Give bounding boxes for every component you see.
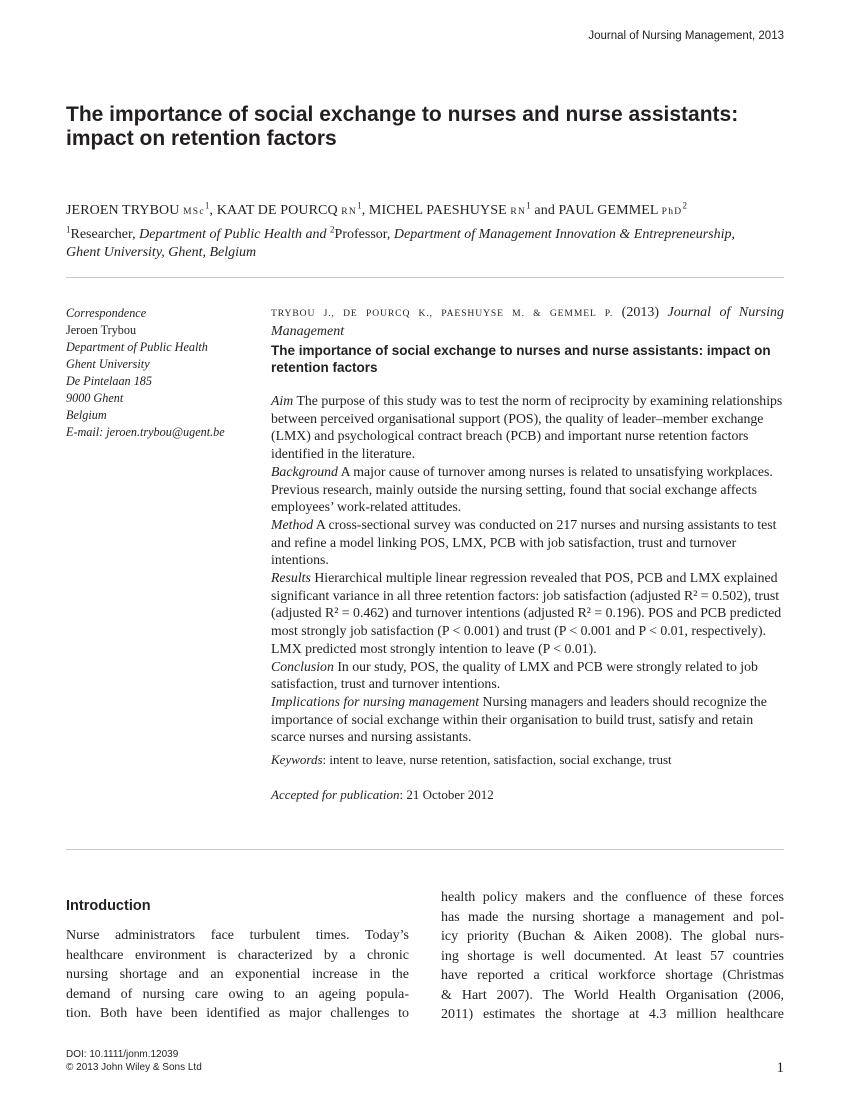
affil-dept-1: Department of Public Health and [139, 227, 331, 242]
abstract-label: Results [271, 570, 311, 586]
text-line: healthcare environment is characterized by a chronic [66, 947, 409, 963]
abstract-title: The importance of social exchange to nurses and nurse assistants: impact on retention factors [271, 343, 771, 375]
divider-bottom [66, 849, 784, 850]
citation-year: (2013) [621, 305, 659, 320]
accepted-date [271, 786, 784, 803]
text-line: demand of nursing care owing to an ageing popula- [66, 986, 409, 1002]
abstract-block [271, 304, 784, 803]
author-separator: , [209, 203, 217, 218]
author-affiliation-marker: 1 [357, 200, 362, 211]
abstract-paragraph [271, 392, 784, 463]
abstract-label: Aim [271, 393, 294, 408]
abstract-body [271, 392, 784, 746]
author-name: MICHEL PAESHUYSE [368, 203, 507, 218]
running-head: Journal of Nursing Management, 2013 [588, 30, 784, 42]
citation-authors: TRYBOU J., DE POURCQ K., PAESHUYSE M. & GEMMEL P. [271, 308, 614, 319]
author-degree: MSc [183, 207, 205, 217]
affil-role-2: Professor, [334, 227, 394, 242]
author-separator: , [361, 203, 369, 218]
doi: DOI: 10.1111/jonm.12039 [66, 1049, 179, 1060]
abstract-text: In our study, POS, the quality of LMX and PCB were strongly related to job satisfaction, trust and turnover intentions. [271, 658, 758, 692]
text-line: & Hart 2007). The World Health Organisation (2006, [441, 987, 784, 1003]
correspondence-block [66, 305, 266, 441]
abstract-paragraph [271, 516, 784, 569]
author-list [66, 202, 796, 221]
correspondence-country: Belgium [66, 408, 107, 422]
author-affiliation-marker: 2 [682, 200, 688, 211]
abstract-paragraph [271, 463, 784, 516]
author-affiliation-marker: 1 [526, 200, 531, 211]
intro-column-right [441, 888, 784, 1025]
affil-marker-1: 1 [66, 224, 71, 235]
text-line: 2011) estimates the shortage at 4.3 million healthcare [441, 1007, 784, 1022]
section-heading-introduction: Introduction [66, 898, 151, 914]
abstract-paragraph [271, 658, 784, 693]
abstract-text: The purpose of this study was to test the norm of reciprocity by examining relationships between perceived organisational support (POS), the quality of leader–member exchange (LMX) and psychological contract breach (PCB) and important nurse retention factors identified in the literature. [271, 393, 783, 462]
author-separator: and [530, 203, 559, 218]
intro-column-left [66, 926, 409, 1024]
affil-dept-2: Department of Management Innovation & Entrepreneurship, Ghent University, Ghent, Belgium [66, 227, 736, 260]
abstract-paragraph [271, 693, 784, 746]
keywords [271, 751, 784, 768]
citation-journal: Journal of Nursing Management [271, 305, 785, 339]
abstract-paragraph [271, 569, 784, 658]
affil-marker-2: 2 [330, 224, 335, 235]
abstract-label: Background [271, 463, 338, 479]
text-line: icy priority (Buchan & Aiken 2008). The global nurs- [441, 929, 784, 944]
correspondence-dept: Department of Public Health [66, 340, 208, 354]
correspondence-university: Ghent University [66, 357, 150, 371]
affil-role-1: Researcher, [70, 227, 140, 242]
page-number: 1 [776, 1060, 784, 1076]
author-name: JEROEN TRYBOU [66, 203, 180, 218]
abstract-text: Nursing managers and leaders should recognize the importance of social exchange within their organisation to build trust, satisfy and retain scarce nurses and nursing assistants. [271, 693, 767, 745]
author-name: PAUL GEMMEL [558, 203, 659, 218]
keywords-label: Keywords [271, 752, 323, 768]
author-degree: PhD [661, 207, 683, 217]
author-degree: RN [341, 207, 358, 217]
accepted-label: Accepted for publication [271, 787, 400, 803]
correspondence-name: Jeroen Trybou [66, 323, 137, 337]
abstract-text: A major cause of turnover among nurses is related to unsatisfying workplaces. Previous research, mainly outside the nursing setting, found that social exchange affects employees’ work-related attitudes. [271, 463, 773, 515]
text-line: has made the nursing shortage a management and pol- [441, 909, 784, 925]
abstract-label: Method [271, 516, 314, 532]
article-title: The importance of social exchange to nurses and nurse assistants: impact on retention factors [66, 103, 739, 150]
abstract-label: Conclusion [271, 658, 334, 674]
citation [271, 304, 784, 341]
author-name: KAAT DE POURCQ [216, 203, 338, 218]
affiliations [66, 226, 766, 262]
text-line: health policy makers and the confluence of these forces [441, 890, 784, 905]
abstract-text: A cross-sectional survey was conducted on 217 nurses and nursing assistants to test and refine a model linking POS, LMX, PCB with job satisfaction, trust and turnover intentions. [271, 516, 777, 568]
text-line: have reported a critical workforce shortage (Christmas [441, 968, 784, 983]
abstract-text: Hierarchical multiple linear regression revealed that POS, PCB and LMX explained significant variance in all three retention factors: job satisfaction (adjusted R² = 0.502), trust (adjusted R² = 0.462) and turnover intentions (adjusted R² = 0.196). POS and PCB predicted most strongly job satisfaction (P < 0.001) and trust (P < 0.001 and P < 0.01, respectively). LMX predicted most strongly intention to leave (P < 0.01). [271, 570, 782, 656]
correspondence-heading: Correspondence [66, 306, 147, 320]
correspondence-city: 9000 Ghent [66, 391, 124, 405]
text-line: Nurse administrators face turbulent times. Today’s [66, 928, 409, 943]
correspondence-email: E-mail: jeroen.trybou@ugent.be [66, 425, 225, 439]
accepted-value: : 21 October 2012 [399, 787, 494, 803]
footer-info [66, 1048, 202, 1074]
divider-top [66, 277, 784, 278]
text-line: nursing shortage and an exponential increase in the [66, 967, 409, 982]
author-degree: RN [510, 207, 527, 217]
abstract-label: Implications for nursing management [271, 693, 480, 709]
text-line: ing shortage is well documented. At least 57 countries [441, 948, 784, 964]
copyright: © 2013 John Wiley & Sons Ltd [66, 1062, 202, 1073]
keywords-text: : intent to leave, nurse retention, satisfaction, social exchange, trust [322, 752, 672, 768]
text-line: tion. Both have been identified as major challenges to [66, 1006, 409, 1021]
correspondence-street: De Pintelaan 185 [66, 374, 152, 388]
author-affiliation-marker: 1 [204, 200, 210, 211]
